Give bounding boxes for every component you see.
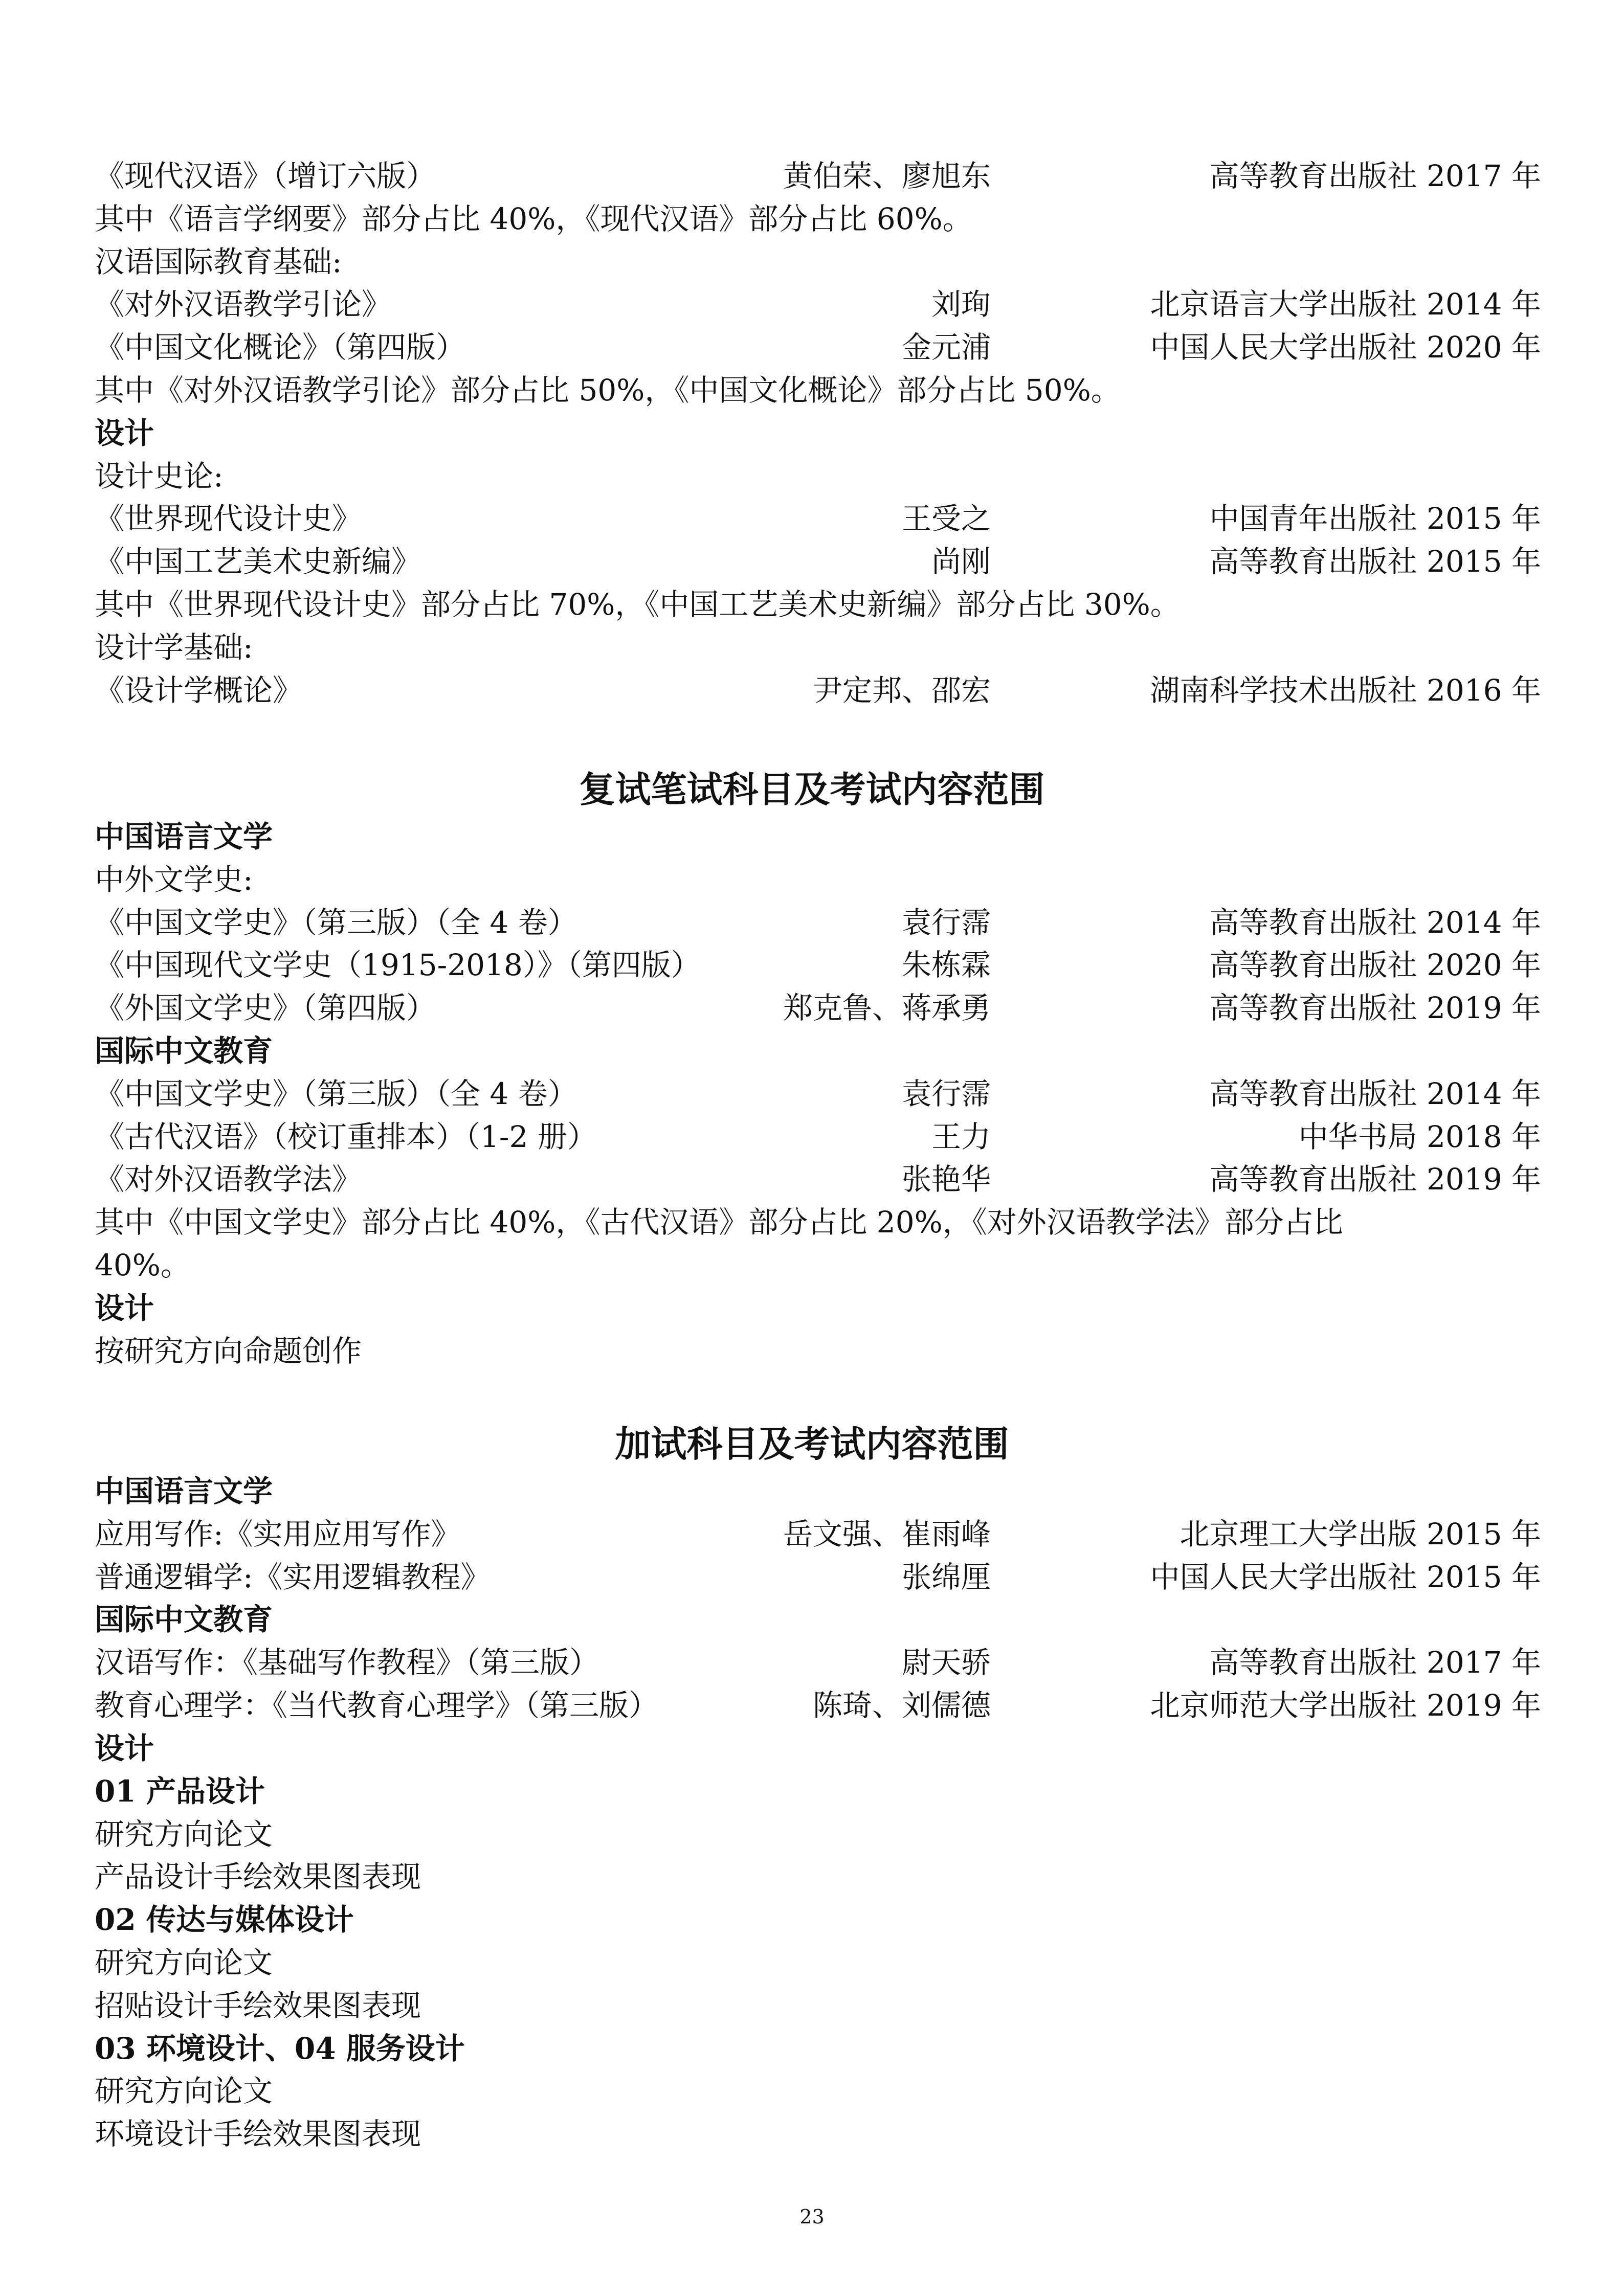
subject-subtitle xyxy=(0,626,1624,669)
book-publisher: 北京语言大学出版社 2014 年 xyxy=(1150,287,1541,322)
direction-title xyxy=(0,2027,1624,2070)
book-author: 王力 xyxy=(931,1119,991,1154)
plain-line-text: 产品设计手绘效果图表现 xyxy=(95,1859,421,1894)
book-title: 《中国文学史》（第三版）（全 4 卷） xyxy=(95,905,577,940)
plain-line-text: 招贴设计手绘效果图表现 xyxy=(95,1988,421,2023)
page-number: 23 xyxy=(799,2205,825,2228)
book-title: 教育心理学：《当代教育心理学》（第三版） xyxy=(95,1688,659,1723)
book-title: 《世界现代设计史》 xyxy=(95,501,362,536)
book-publisher: 高等教育出版社 2019 年 xyxy=(1209,991,1541,1025)
weight-note xyxy=(0,583,1624,626)
book-row xyxy=(0,1641,1624,1684)
book-publisher: 中国人民大学出版社 2015 年 xyxy=(1150,1560,1541,1594)
subject-title-text: 设计 xyxy=(95,1731,154,1766)
book-author: 袁行霈 xyxy=(901,1076,991,1111)
plain-line xyxy=(0,2112,1624,2155)
book-row xyxy=(0,669,1624,712)
section-heading: 加试科目及考试内容范围 xyxy=(615,1423,1009,1465)
book-row xyxy=(0,283,1624,326)
plain-line-text: 研究方向论文 xyxy=(95,2074,273,2108)
subject-title xyxy=(0,1470,1624,1513)
plain-line xyxy=(0,1941,1624,1984)
book-title: 《设计学概论》 xyxy=(95,673,303,708)
section-heading: 复试笔试科目及考试内容范围 xyxy=(579,768,1045,811)
book-author: 王受之 xyxy=(901,501,991,536)
book-publisher: 高等教育出版社 2014 年 xyxy=(1209,905,1541,940)
subject-title-text: 中国语言文学 xyxy=(95,819,273,854)
book-publisher: 北京理工大学出版 2015 年 xyxy=(1180,1517,1541,1551)
subject-subtitle-text: 设计学基础: xyxy=(95,630,253,665)
plain-line xyxy=(0,1984,1624,2027)
book-author: 尉天骄 xyxy=(901,1645,991,1680)
weight-note xyxy=(0,1201,1624,1244)
book-publisher: 中华书局 2018 年 xyxy=(1298,1119,1541,1154)
weight-note-text: 其中《中国文学史》部分占比 40%，《古代汉语》部分占比 20%，《对外汉语教学法》部分占比 xyxy=(95,1205,1343,1240)
book-title: 应用写作:《实用应用写作》 xyxy=(95,1517,461,1551)
book-author: 尚刚 xyxy=(931,544,991,579)
book-title: 《中国文化概论》（第四版） xyxy=(95,330,466,365)
weight-note-continued xyxy=(0,1244,1624,1287)
subject-subtitle xyxy=(0,455,1624,498)
plain-line-text: 环境设计手绘效果图表现 xyxy=(95,2117,421,2151)
subject-subtitle-text: 汉语国际教育基础: xyxy=(95,244,342,279)
subject-subtitle xyxy=(0,858,1624,901)
weight-note-text: 40%。 xyxy=(95,1248,190,1282)
subject-title xyxy=(0,1727,1624,1770)
book-row xyxy=(0,986,1624,1029)
book-row xyxy=(0,901,1624,944)
weight-note-text: 其中《语言学纲要》部分占比 40%，《现代汉语》部分占比 60%。 xyxy=(95,201,972,236)
direction-title xyxy=(0,1898,1624,1941)
subject-title-text: 设计 xyxy=(95,416,154,451)
book-publisher: 高等教育出版社 2014 年 xyxy=(1209,1076,1541,1111)
subject-subtitle-text: 设计史论: xyxy=(95,459,224,493)
book-publisher: 湖南科学技术出版社 2016 年 xyxy=(1150,673,1541,708)
book-title: 《对外汉语教学法》 xyxy=(95,1162,362,1197)
book-author: 陈琦、刘儒德 xyxy=(812,1688,991,1723)
book-row xyxy=(0,1072,1624,1115)
book-author: 郑克鲁、蒋承勇 xyxy=(783,991,991,1025)
book-author: 金元浦 xyxy=(901,330,991,365)
book-publisher: 高等教育出版社 2017 年 xyxy=(1209,1645,1541,1680)
book-author: 刘珣 xyxy=(931,287,991,322)
book-author: 袁行霈 xyxy=(901,905,991,940)
subject-subtitle-text: 中外文学史: xyxy=(95,862,253,897)
book-row xyxy=(0,326,1624,369)
plain-line-text: 研究方向论文 xyxy=(95,1945,273,1980)
book-author: 黄伯荣、廖旭东 xyxy=(783,159,991,193)
book-title: 《中国工艺美术史新编》 xyxy=(95,544,421,579)
book-row xyxy=(0,1556,1624,1599)
subject-title xyxy=(0,1029,1624,1072)
subject-title-text: 中国语言文学 xyxy=(95,1474,273,1509)
subject-title-text: 国际中文教育 xyxy=(95,1602,273,1637)
plain-line-text: 研究方向论文 xyxy=(95,1817,273,1852)
direction-title xyxy=(0,1770,1624,1813)
book-title: 《外国文学史》（第四版） xyxy=(95,991,436,1025)
book-author: 岳文强、崔雨峰 xyxy=(783,1517,991,1551)
weight-note-text: 其中《世界现代设计史》部分占比 70%，《中国工艺美术史新编》部分占比 30%。 xyxy=(95,587,1180,622)
plain-line xyxy=(0,2069,1624,2112)
book-row xyxy=(0,1115,1624,1158)
plain-line xyxy=(0,1330,1624,1372)
book-row xyxy=(0,154,1624,197)
book-publisher: 高等教育出版社 2020 年 xyxy=(1209,948,1541,982)
plain-line xyxy=(0,1855,1624,1898)
book-row xyxy=(0,943,1624,986)
book-author: 张艳华 xyxy=(901,1162,991,1197)
subject-title-text: 设计 xyxy=(95,1291,154,1325)
book-title: 《中国文学史》（第三版）（全 4 卷） xyxy=(95,1076,577,1111)
plain-line xyxy=(0,1813,1624,1856)
book-publisher: 高等教育出版社 2019 年 xyxy=(1209,1162,1541,1197)
direction-title-text: 02 传达与媒体设计 xyxy=(95,1902,354,1937)
book-publisher: 高等教育出版社 2015 年 xyxy=(1209,544,1541,579)
weight-note xyxy=(0,197,1624,240)
subject-title xyxy=(0,1287,1624,1330)
book-publisher: 北京师范大学出版社 2019 年 xyxy=(1150,1688,1541,1723)
weight-note-text: 其中《对外汉语教学引论》部分占比 50%，《中国文化概论》部分占比 50%。 xyxy=(95,373,1121,408)
book-publisher: 高等教育出版社 2017 年 xyxy=(1209,159,1541,193)
book-author: 尹定邦、邵宏 xyxy=(812,673,991,708)
book-title: 《现代汉语》（增订六版） xyxy=(95,159,436,193)
book-author: 张绵厘 xyxy=(901,1560,991,1594)
book-publisher: 中国人民大学出版社 2020 年 xyxy=(1150,330,1541,365)
book-publisher: 中国青年出版社 2015 年 xyxy=(1209,501,1541,536)
book-author: 朱栋霖 xyxy=(901,948,991,982)
book-row xyxy=(0,540,1624,583)
book-row xyxy=(0,1158,1624,1201)
book-title: 《古代汉语》（校订重排本）（1-2 册） xyxy=(95,1119,597,1154)
subject-title xyxy=(0,815,1624,858)
weight-note xyxy=(0,369,1624,412)
direction-title-text: 03 环境设计、04 服务设计 xyxy=(95,2031,465,2066)
book-title: 汉语写作：《基础写作教程》（第三版） xyxy=(95,1645,599,1680)
subject-title-text: 国际中文教育 xyxy=(95,1033,273,1068)
subject-title xyxy=(0,412,1624,455)
book-title: 《中国现代文学史（1915-2018）》（第四版） xyxy=(95,948,701,982)
book-row xyxy=(0,497,1624,540)
book-row xyxy=(0,1684,1624,1727)
book-title: 《对外汉语教学引论》 xyxy=(95,287,392,322)
subject-title xyxy=(0,1598,1624,1641)
subject-subtitle xyxy=(0,240,1624,283)
book-title: 普通逻辑学:《实用逻辑教程》 xyxy=(95,1560,491,1594)
direction-title-text: 01 产品设计 xyxy=(95,1774,265,1809)
plain-line-text: 按研究方向命题创作 xyxy=(95,1334,362,1368)
book-row xyxy=(0,1513,1624,1556)
